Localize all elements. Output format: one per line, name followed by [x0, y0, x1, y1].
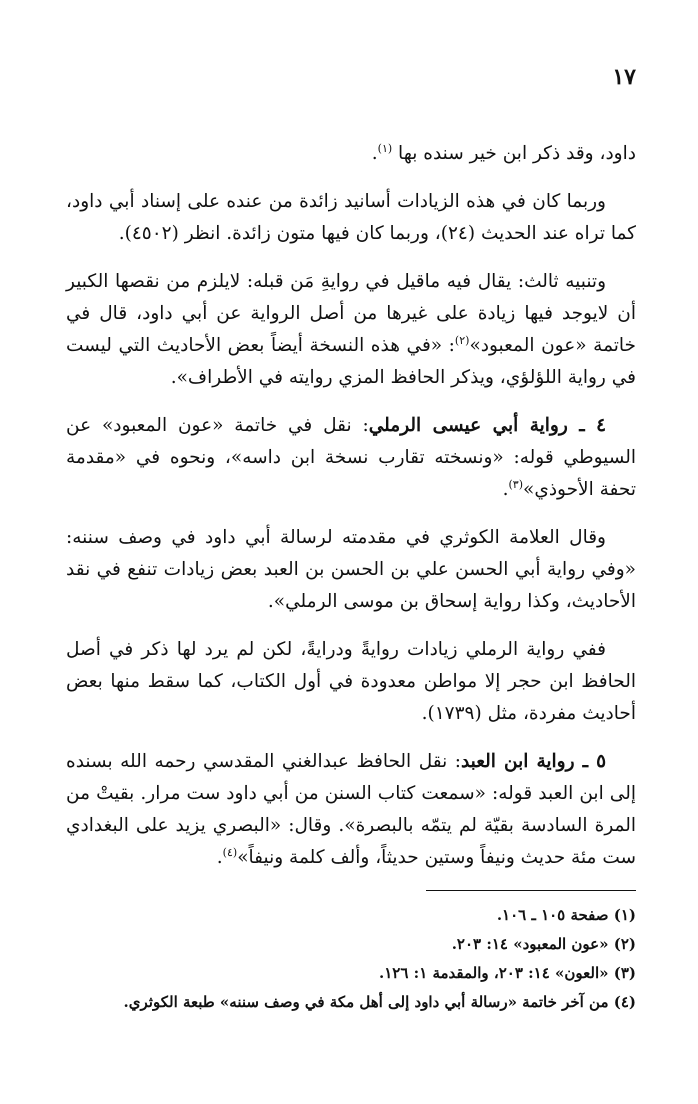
paragraph: [66, 522, 636, 618]
text-run: : «في هذه النسخة أيضاً بعض الأحاديث التي ليست في رواية اللؤلؤي، ويذكر الحافظ المزي روايته في الأطراف».: [66, 335, 636, 388]
footnote-separator: [426, 890, 636, 891]
footnote-ref: (٤): [222, 845, 238, 859]
text-run: : نقل في خاتمة «عون المعبود» عن السيوطي قوله: «ونسخته تقارب نسخة ابن داسه»، ونحوه في «مقدمة تحفة الأحوذي»: [66, 415, 636, 500]
footnote-ref: (١): [377, 141, 393, 155]
paragraph: [66, 186, 636, 250]
footnote-ref: (٢): [454, 333, 470, 347]
text-run: .: [216, 847, 223, 868]
paragraph: [66, 138, 636, 170]
paragraph: [66, 266, 636, 394]
text-run: .: [502, 479, 509, 500]
text-run: داود، وقد ذكر ابن خير سنده بها: [392, 143, 636, 164]
page-number: ١٧: [612, 64, 636, 90]
footnote: (٢) «عون المعبود» ١٤: ٢٠٣.: [451, 935, 636, 953]
paragraph: [66, 410, 636, 506]
text-run: ففي رواية الرملي زيادات روايةً ودرايةً، لكن لم يرد لها ذكر في أصل الحافظ ابن حجر إلا مواطن معدودة في أول الكتاب، كما سقط منها بعض أحاديث مفردة، مثل (١٧٣٩).: [66, 639, 636, 724]
footnote: (٣) «العون» ١٤: ٢٠٣، والمقدمة ١: ١٢٦.: [379, 964, 636, 982]
paragraph: [66, 746, 636, 874]
text-run: : نقل الحافظ عبدالغني المقدسي رحمه الله بسنده إلى ابن العبد قوله: «سمعت كتاب السنن من أبي داود ست مرار. بقيتْ من المرة السادسة بقيّة لم يتمّه بالبصرة». وقال: «البصري يزيد على البغدادي ست مئة حديث ونيفاً وستين حديثاً، وألف كلمة ونيفاً»: [66, 751, 636, 868]
text-run: وقال العلامة الكوثري في مقدمته لرسالة أبي داود في وصف سننه: «وفي رواية أبي الحسن علي بن الحسن بن العبد بعض زيادات تنفع في نقد الأحاديث، وكذا رواية إسحاق بن موسى الرملي».: [66, 527, 636, 612]
section-heading: ٥ ـ رواية ابن العبد: [460, 751, 606, 772]
section-heading: ٤ ـ رواية أبي عيسى الرملي: [368, 415, 606, 436]
text-run: وتنبيه ثالث: يقال فيه ماقيل في روايةِ مَن قبله: لايلزم من نقصها الكبير أن لايوجد فيها زيادة على غيرها من أصل الرواية عن أبي داود، قال في خاتمة «عون المعبود»: [66, 271, 636, 356]
text-run: وربما كان في هذه الزيادات أسانيد زائدة من عنده على إسناد أبي داود، كما تراه عند الحديث (٢٤)، وربما كان فيها متون زائدة. انظر (٤٥٠٢).: [66, 191, 636, 244]
footnote-ref: (٣): [508, 477, 524, 491]
footnotes: [66, 901, 636, 1017]
body-text: [66, 138, 636, 874]
paragraph: [66, 634, 636, 730]
footnote: (٤) من آخر خاتمة «رسالة أبي داود إلى أهل مكة في وصف سننه» طبعة الكوثري.: [123, 993, 636, 1011]
text-run: .: [371, 143, 378, 164]
footnote: (١) صفحة ١٠٥ ـ ١٠٦.: [496, 906, 636, 924]
